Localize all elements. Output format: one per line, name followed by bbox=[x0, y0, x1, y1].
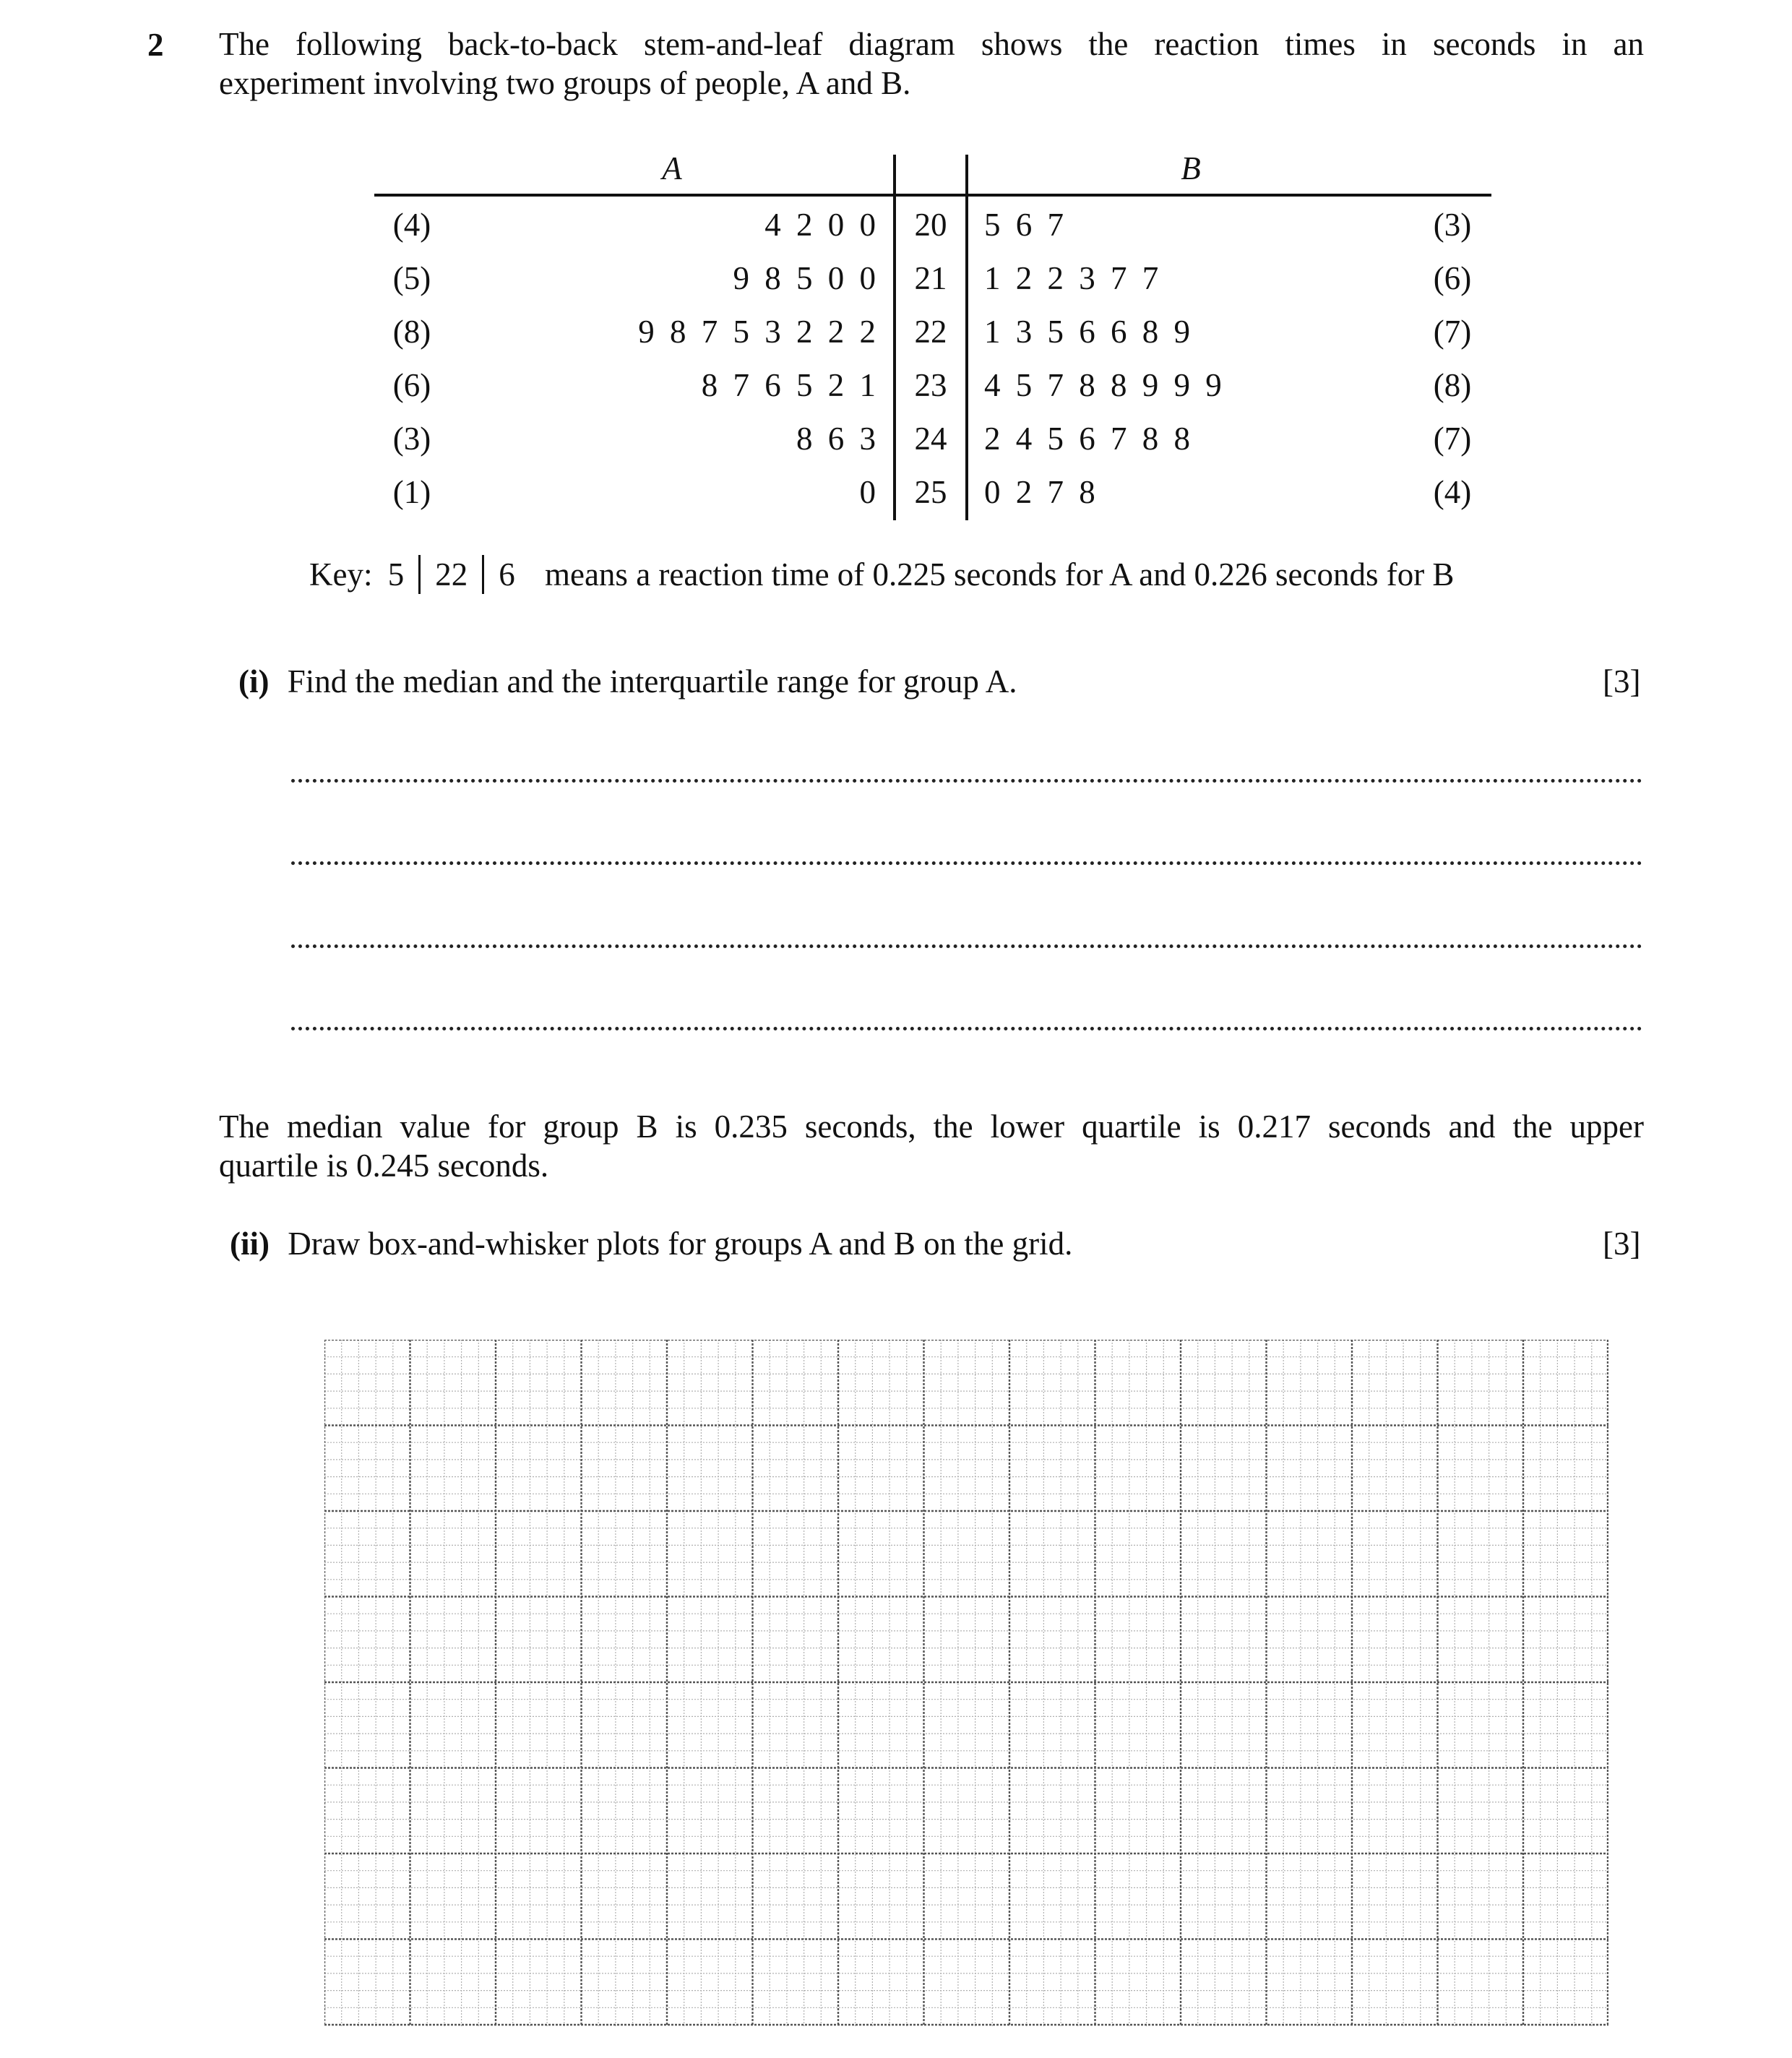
row-20-a-count: (4) bbox=[392, 207, 431, 243]
row-22-b-count: (7) bbox=[1433, 314, 1472, 350]
row-24-b-leaves: 2 4 5 6 7 8 8 bbox=[984, 421, 1190, 457]
key-right-leaf: 6 bbox=[499, 556, 515, 593]
row-20-b-leaves: 5 6 7 bbox=[984, 207, 1064, 243]
row-23-b-count: (8) bbox=[1433, 367, 1472, 403]
group-b-statistics bbox=[219, 1107, 1644, 1185]
answer-line-3[interactable] bbox=[291, 944, 1642, 948]
key-explanation: means a reaction time of 0.225 seconds for A and 0.226 seconds for B bbox=[544, 556, 1455, 593]
part-ii-text: Draw box-and-whisker plots for groups A and B on the grid. bbox=[288, 1226, 1073, 1262]
row-22-a-count: (8) bbox=[392, 314, 431, 350]
row-20-stem: 20 bbox=[914, 207, 947, 243]
part-ii-label: (ii) bbox=[230, 1226, 270, 1262]
part-i bbox=[238, 662, 1017, 701]
row-22-stem: 22 bbox=[914, 314, 947, 350]
b-stats-line-2: quartile is 0.245 seconds. bbox=[219, 1148, 549, 1184]
row-23-b-leaves: 4 5 7 8 8 9 9 9 bbox=[984, 367, 1222, 403]
row-20-a-leaves: 4 2 0 0 bbox=[764, 207, 876, 243]
key-stem: 22 bbox=[435, 556, 468, 593]
row-23-a-leaves: 8 7 6 5 2 1 bbox=[701, 367, 876, 403]
row-25-b-leaves: 0 2 7 8 bbox=[984, 474, 1095, 510]
key-left-leaf: 5 bbox=[387, 556, 405, 593]
row-22-a-leaves: 9 8 7 5 3 2 2 2 bbox=[638, 314, 876, 350]
answer-line-4[interactable] bbox=[291, 1027, 1642, 1030]
part-ii-marks: [3] bbox=[1603, 1226, 1641, 1262]
stem-and-leaf-rows bbox=[393, 207, 1471, 510]
key-bar-right bbox=[482, 555, 484, 594]
key-prefix: Key: bbox=[309, 556, 373, 593]
row-24-a-leaves: 8 6 3 bbox=[796, 421, 876, 457]
part-i-label: (i) bbox=[238, 663, 270, 699]
row-25-b-count: (4) bbox=[1433, 474, 1472, 510]
header-group-b: B bbox=[1181, 150, 1201, 186]
row-24-a-count: (3) bbox=[392, 421, 431, 457]
row-23-stem: 23 bbox=[914, 367, 947, 403]
row-24-stem: 24 bbox=[914, 421, 947, 457]
answer-line-2[interactable] bbox=[291, 861, 1642, 865]
row-25-stem: 25 bbox=[914, 474, 947, 510]
intro-line-2: experiment involving two groups of people, A and B. bbox=[219, 65, 911, 101]
row-23-a-count: (6) bbox=[392, 367, 431, 403]
key-line bbox=[309, 555, 1454, 594]
row-21-stem: 21 bbox=[914, 260, 947, 296]
key-bar-left bbox=[418, 555, 421, 594]
row-21-a-leaves: 9 8 5 0 0 bbox=[733, 260, 876, 296]
part-ii bbox=[230, 1224, 1072, 1263]
row-21-b-leaves: 1 2 2 3 7 7 bbox=[984, 260, 1159, 296]
row-21-b-count: (6) bbox=[1433, 260, 1472, 296]
row-24-b-count: (7) bbox=[1433, 421, 1472, 457]
row-21-a-count: (5) bbox=[392, 260, 431, 296]
b-stats-line-1: The median value for group B is 0.235 seconds, the lower quartile is 0.217 seconds and the upper bbox=[219, 1108, 1644, 1145]
stem-and-leaf-diagram bbox=[0, 0, 1792, 549]
header-group-a: A bbox=[662, 150, 682, 186]
part-i-marks: [3] bbox=[1603, 663, 1641, 699]
row-20-b-count: (3) bbox=[1433, 207, 1472, 243]
answer-line-1[interactable] bbox=[291, 779, 1642, 783]
part-i-text: Find the median and the interquartile range for group A. bbox=[287, 663, 1017, 699]
question-number: 2 bbox=[147, 27, 164, 63]
row-22-b-leaves: 1 3 5 6 6 8 9 bbox=[984, 314, 1190, 350]
answer-grid[interactable] bbox=[324, 1340, 1608, 2026]
row-25-a-leaves: 0 bbox=[859, 474, 876, 510]
row-25-a-count: (1) bbox=[392, 474, 431, 510]
intro-line-1: The following back-to-back stem-and-leaf diagram shows the reaction times in seconds in an bbox=[219, 26, 1644, 62]
